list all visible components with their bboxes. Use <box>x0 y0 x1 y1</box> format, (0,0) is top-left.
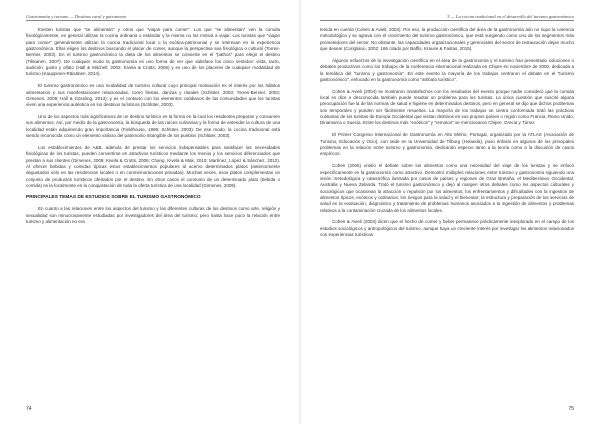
right-paragraph-1: tenida en cuenta (Cohen & Avieli, 2004). Por eso, la producción científica del área de la gastronomía aún no supo la carencia metodológica y se agrava con el crecimiento del turismo gastronómico, que está surgiendo como uno de los segmentos más prometedores del sector. No obstante, las capacidades organizacionales y gerenciales del sector de restauración dejan mucho que desear (Corigliano, 2002: 166 citado por Baffis, Krause & Fastas, 2015). <box>320 27 574 52</box>
left-running-head: Gastronomía y turismo — Destinos rural y patrimonio <box>26 14 280 21</box>
right-body-text <box>320 27 574 238</box>
left-body-text <box>26 27 280 225</box>
right-paragraph-3: Cohen & Avieli (2004) se mostraron insatisfechos con los resultados del evento porque nadie consideró que la comida local es dice o desconocida también puede resultar un problema para los turistas. La única cuestión que suscitó alguna preocupación fue la de las normas de salud e higiene en determinados destinos, pero en general se dijo que dichos problemas son temporales y pueden ser fácilmente resueltos. La mayoría de los trabajos se centra conformada trató las prácticas culinarias de los turistas de Europa Occidental que visitan destinos en sus propios países o región como Francia, Reino Unido, Dinamarca o Suecia. Entre los destinos más "exóticos" y "remotos" se mencionaron Chipre, Grecia y Túnez. <box>320 88 574 126</box>
right-paragraph-6: Cohen & Avieli (2004) dicen que el hecho de comer y beber permanece prácticamente inexplorado en el campo de los estudios sociológicos y antropológicos del turismo, aunque haya un creciente interés por investigar los alimentos relacionados con experiencias turísticas. <box>320 219 574 238</box>
section-heading: PRINCIPALES TEMAS DE ESTUDIOS SOBRE EL TURISMO GASTRONÓMICO <box>26 194 201 200</box>
left-paragraph-3: Uno de los aspectos más significativos de un destino turístico es la forma en la cual los residentes preparan y consumen sus alimentos. Así, por medio de la gastronomía, la búsqueda de las raíces culinarias y la forma de entender la cultura de una localidad están adquiriendo gran importancia (Fieldhouse, 1986; Schlüter, 2003). De ese modo, la cocina tradicional está siendo reconocida como un elemento valioso del patrimonio intangible de los pueblos (Schlüter, 2003). <box>26 114 280 139</box>
right-page-number: 75 <box>568 406 574 412</box>
right-paragraph-2: Algunos esfuerzos de la investigación científica en el área de la gastronomía y el turismo han presentado soluciones o debates productivos como los trabajos de la conferencia internacional realizada en Chipre en noviembre de 2000, dedicada a la temática del "turismo y gastronomía". En este evento la mayoría de los trabajos centraron el debate en el "turismo gastronómico", enfocado en la gastronomía como "atributo turístico". <box>320 57 574 82</box>
left-closing-paragraph: En cuanto a las relaciones entre los aspectos del turismo y las diferentes culturas de los destinos como arte, religión y sexualidad son minuciosamente estudiadas por investigadores del área del turismo; pero hasta hace poco la relación entre turismo y alimentación no era <box>26 206 280 225</box>
right-running-head: 5 — La cocina tradicional en el desarrollo del turismo gastronómico <box>320 14 574 21</box>
right-page <box>300 0 600 424</box>
left-paragraph-4: Los establecimientos de A&B, además de prestar los servicios indispensables para satisfacer las necesidades fisiológicas de los turistas, pueden convertirse en atractivos turísticos mediante los menús y los servicios diferenciados que prestan a sus clientes (Gimenes, 2009; Kivela & Crotts, 2006; Chang, Kivela & Mak, 2010; Martínez, López & Sánchez, 2012). Al ofrecer bebidas y comidas típicas estos establecimientos populares al acervo determinados platos (anteriormente degustados sólo en las residencias locales o en conmemoraciones privadas). Muchas veces, esos platos complementan un conjunto de productos turísticos ofertados por el destino. En otros casos el consumo de un determinado plato (bebida o comida) es la focalmente en la conquistación de toda la oferta turística de una localidad (Gimenes, 2009). <box>26 145 280 189</box>
left-page-number: 74 <box>26 406 32 412</box>
right-paragraph-4: El Primer Congreso Internacional de Gastronomía en Alto Minho, Portugal, organizado por la ATLAS (Asociación de Turismo, Educación y Ocio), con sede en la Universidad de Tilburg (Holanda), puso énfasis en algunos de los principales problemas en la relación entre turismo y gastronomía, dedicando especio tanto a la teoría como a la discusión de casos empíricos. <box>320 132 574 157</box>
left-paragraph-1: Existen turistas que "se alimentan" y otros que "viajan para comer". Los que "se alimentan" ven la comida fisiológicamente, en general utilizan la cocina ordinaria o estándar y la misma no los motiva a viajar. Los turistas que "viajan para comer" generalmente utilizan la cocina tradicional local o la exótica-patrimonial y se interesan en la experiencia gastronómica. Ellos eligen los destinos buscando el placer de comer, aunque la perspectiva sea fisiológica o cultural (Torres-Bernier, 2003). En el turismo gastronómico la dieta de los alimentos se convierte en el "pathos" para elegir el destino (Tikkanen, 2007). De cualquier modo la gastronomía es uno forma de ver que satisface los cinco sentidos: vista, tacto, audición, gusto y olfato (Hall & Mitchell, 2002; Kivela & Crotts, 2006) y es uno de los placeres de cualquier modalidad de turismo (Kauppinen-Räisänen, 2014). <box>26 27 280 77</box>
left-paragraph-2: El turismo gastronómico es una modalidad de turismo cultural cuyo principal motivación es el interés por los hábitos alimentarios y sus manifestaciones relacionadas, como fiestas, danzas y rituales (Schlüter, 2003; Torres-Bernier, 2003; Gimenes, 2009; Hall & Gössling, 2013); y es el contacto con los elementos cotidianos de las comunidades que los turistas viven una experiencia auténtica en los destinos turísticos (Schlüter, 2003). <box>26 83 280 108</box>
right-paragraph-5: Cohen (2006) omitió el debate sobre los alimentos como una necesidad del viaje de los turistas y se enfocó específicamente en la gastronomía como atractivo. Demostró múltiples relaciones entre turismo y gastronomía siguiendo una visión metodológica y catastrófica ilustrada por casos de países y regiones de Gran Bretaña, el Mediterráneo Occidental, Australia y Nueva Zelanda. Trató el turismo gastronómico y dejó al margen otros debates como los aspectos culturales y sociológicos que ocasionan la atracción o repulsión por los alimentos; los enfrentamientos y dificultades con la ingestión de alimentos típicos, exóticos y ordinarios; los riesgos para la salud y el bienestar; la estructura y preparación de los servicios de salud en la evaluación, diagnóstico y tratamiento de problemas humanos asociados a la ingestión de alimentos y problemas relativos a la contaminación cruzada de los alimentos locales. <box>320 163 574 213</box>
